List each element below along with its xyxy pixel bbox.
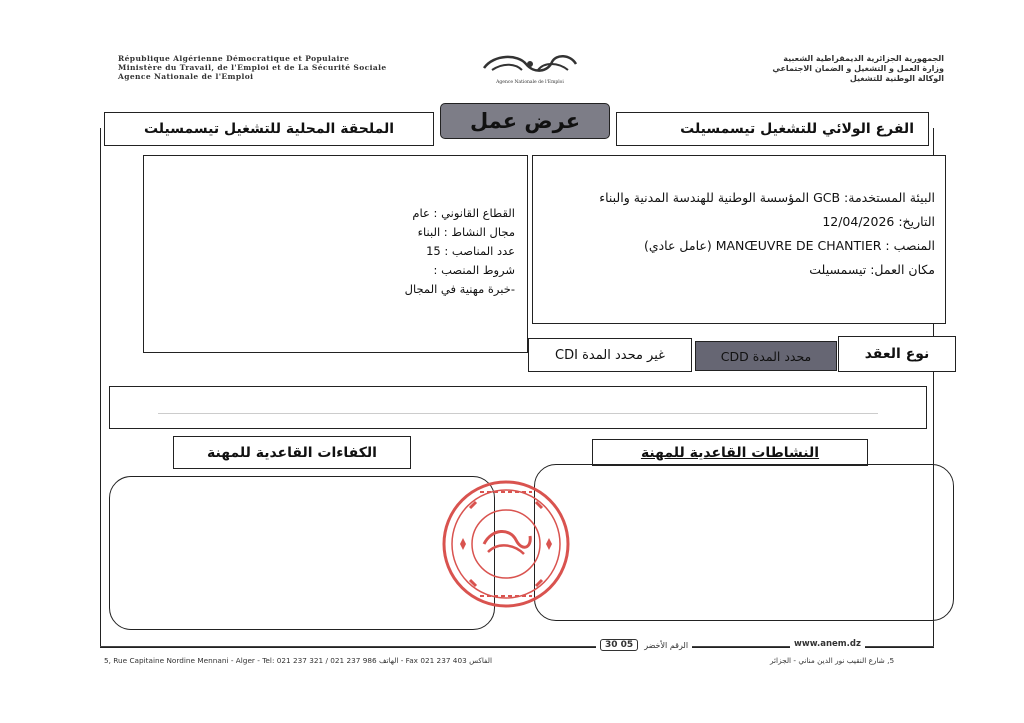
legal-sector: القطاع القانوني : عام: [412, 206, 515, 220]
notes-box: [109, 386, 927, 429]
offer-date: التاريخ: 12/04/2026: [822, 214, 935, 229]
official-stamp-icon: [440, 478, 572, 610]
header-french: [118, 54, 387, 81]
cdi-option: [528, 338, 692, 372]
condition-item: -خبرة مهنية في المجال: [404, 282, 515, 296]
cdd-label: محدد المدة CDD: [720, 348, 812, 364]
header-fr-line-3: Agence Nationale de l'Emploi: [118, 72, 254, 81]
header-fr-line-1: République Algérienne Démocratique et Populaire: [118, 54, 350, 63]
activity-field: مجال النشاط : البناء: [417, 225, 515, 239]
website-text: www.anem.dz: [794, 639, 861, 649]
branch-box: [616, 112, 929, 146]
header-ar-line-1: الجمهورية الجزائرية الديمقراطية الشعبية: [783, 54, 944, 63]
skills-content-box: [109, 476, 495, 630]
anem-logo-icon: [478, 52, 582, 76]
header-ar-line-3: الوكالة الوطنية للتشغيل: [849, 74, 944, 83]
skills-header: الكفاءات القاعدية للمهنة: [207, 444, 377, 461]
cdi-label: غير محدد المدة CDI: [555, 347, 665, 363]
branch-label: الفرع الولائي للتشغيل تيسمسيلت: [680, 121, 914, 137]
cdd-option: [695, 341, 837, 371]
logo-caption: Agence Nationale de l'Emploi: [496, 80, 564, 85]
contract-type-box: [838, 336, 956, 372]
green-number-label: الرقم الأخضر: [644, 640, 689, 650]
header-ar-line-2: وزارة العمل و التشغيل و الضمان الاجتماعي: [772, 64, 944, 73]
website: [790, 639, 865, 649]
address-ar: 5, شارع النقيب نور الدين مناني - الجزائر: [770, 656, 895, 665]
green-number-box: [600, 639, 638, 651]
offer-title-box: [440, 103, 610, 139]
anem-logo: [478, 52, 582, 85]
activities-header-box: [592, 439, 868, 466]
offer-title: عرض عمل: [469, 109, 581, 133]
contract-type-label: نوع العقد: [864, 346, 930, 362]
header-fr-line-2: Ministère du Travail, de l'Emploi et de La Sécurité Sociale: [118, 63, 387, 72]
activities-header: النشاطات القاعدية للمهنة: [640, 444, 820, 461]
green-number: [596, 639, 692, 651]
local-office-label: الملحقة المحلية للتشغيل تيسمسيلت: [143, 121, 395, 137]
sector-info-box: [143, 155, 528, 353]
positions-count: عدد المناصب : 15: [426, 244, 515, 258]
header-arabic: [772, 54, 944, 84]
green-number-value: 30 05: [605, 640, 634, 650]
address-fr: 5, Rue Capitaine Nordine Mennani - Alger - Tel: 021 237 321 / 021 237 986 الهاتف - Fax 021 237 403 الفاكس: [104, 656, 493, 665]
employer-name: البيئة المستخدمة: GCB المؤسسة الوطنية للهندسة المدنية والبناء: [599, 190, 935, 205]
skills-header-box: [173, 436, 411, 469]
notes-guide-line: [158, 413, 878, 414]
workplace: مكان العمل: تيسمسيلت: [809, 262, 935, 277]
local-office-box: [104, 112, 434, 146]
conditions-label: شروط المنصب :: [433, 263, 515, 277]
position-title: المنصب : MANŒUVRE DE CHANTIER (عامل عادي): [643, 238, 935, 253]
employer-info-list: [599, 186, 935, 282]
sector-info-list: [405, 204, 515, 299]
employer-info-box: [532, 155, 946, 324]
activities-content-box: [534, 464, 954, 621]
official-stamp: [440, 478, 572, 610]
